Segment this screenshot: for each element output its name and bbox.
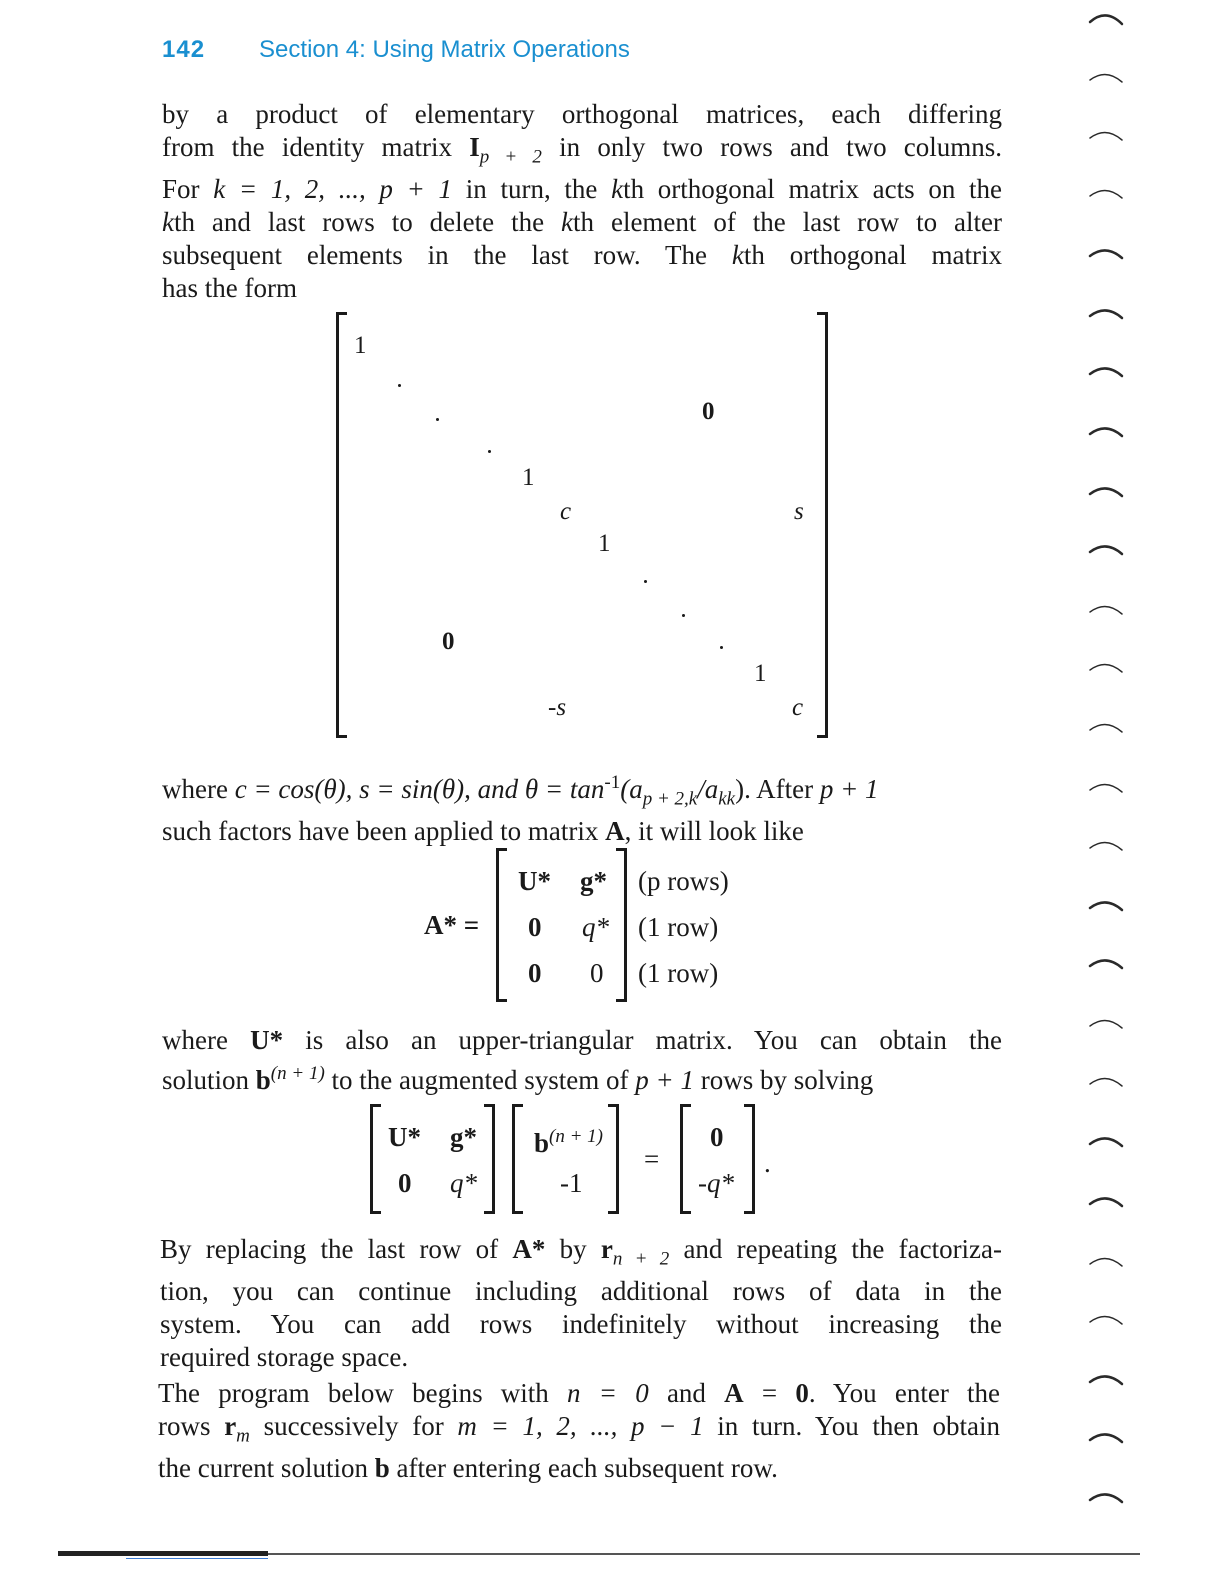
binding-loop [1090,488,1122,496]
matrix-entry: q* [582,912,609,942]
para1-line: has the form [162,273,297,304]
para1-line: kth and last rows to delete the kth element of the last row to alter [162,207,1003,238]
para1-line: from the identity matrix $I_{p + 2}$ in only two rows and two columns. [162,132,1003,168]
para1-line: subsequent elements in the last row. The kth orthogonal matrix [162,240,1003,271]
binding-loop [1090,15,1122,24]
binding-loop [1090,546,1122,554]
diagonal-dot [682,614,685,617]
left-bracket [336,312,347,738]
period: . [764,1148,771,1178]
right-bracket [608,1104,619,1214]
para2-line: such factors have been applied to matrix A, it will look like [162,816,804,847]
matrix-entry: q* [450,1168,477,1198]
vector-entry: $b^{(n + 1)}$ [534,1126,604,1158]
matrix-entry: g* [580,866,607,896]
matrix-entry: -s [548,694,567,721]
binding-loop [1090,724,1122,732]
paragraph-2 [162,766,1002,848]
left-bracket [370,1104,381,1214]
matrix-entry: 1 [754,660,767,687]
matrix-entry: c [560,498,572,525]
footer-rule-accent [58,1551,268,1556]
binding-loop [1090,1138,1122,1146]
vector-entry: 0 [710,1122,724,1152]
row-label: (p rows) [638,866,729,896]
binding-loop [1090,250,1122,258]
row-label: (1 row) [638,912,719,942]
matrix-entry: 1 [598,530,611,557]
paragraph-4 [160,1233,1002,1374]
binding-loop [1090,1434,1122,1442]
matrix-entry: 0 [528,912,542,942]
para5-line: The program below begins with n = 0 and A = 0. You enter the [158,1378,1001,1408]
binding-loop [1090,132,1122,140]
binding-loop [1090,310,1122,318]
binding-loop [1090,960,1122,968]
binding-loop [1090,190,1122,198]
binding-loop [1090,1198,1122,1206]
matrix-entry: U* [388,1122,421,1152]
matrix-entry: c [792,694,804,721]
diagonal-dot [720,646,723,649]
matrix-entry: 0 [528,958,542,988]
binding-loop [1090,1494,1122,1502]
binding-loop [1090,1020,1122,1028]
right-bracket [616,848,627,1002]
binding-loop [1090,368,1122,376]
matrix-entry: g* [450,1122,477,1152]
vector-entry: -1 [560,1168,583,1198]
binding-loop [1090,1258,1122,1266]
matrix-entry: U* [518,866,551,896]
astar-matrix [424,848,764,1004]
matrix-entry: 1 [522,464,535,491]
para5-line: the current solution b after entering each subsequent row. [158,1453,778,1484]
matrix-entry: 0 [442,628,455,655]
paragraph-5 [158,1377,1000,1485]
row-label: (1 row) [638,958,719,988]
left-bracket [496,848,507,1002]
section-title: Section 4: Using Matrix Operations [259,36,630,63]
augmented-system [368,1104,788,1220]
matrix-entry: s [794,498,804,525]
para5-line: rows $r_m$ successively for m = 1, 2, ..., p − 1 in turn. You then obtain [158,1411,1001,1447]
matrix-entry: 1 [354,332,367,359]
binding-loop [1090,428,1122,436]
matrix-entry: 0 [590,958,604,988]
binding-loop [1090,664,1122,672]
left-bracket [512,1104,523,1214]
astar-lhs: A* = [424,910,480,940]
para1-line: For k = 1, 2, ..., p + 1 in turn, the kth orthogonal matrix acts on the [162,174,1003,205]
binding-loop [1090,902,1122,910]
para4-line: By replacing the last row of A* by $r_{n + 2}$ and repeating the factoriza- [160,1234,1003,1270]
binding-loop [1090,606,1122,614]
right-bracket [744,1104,755,1214]
binding-loop [1090,784,1122,792]
paragraph-1 [162,98,1002,305]
binding-loop [1090,74,1122,82]
para4-line: required storage space. [160,1342,409,1373]
diagonal-dot [436,418,439,421]
orthogonal-matrix [336,312,828,738]
diagonal-dot [398,384,401,387]
vector-entry: -q* [698,1168,734,1198]
binding-loop [1090,1316,1122,1324]
matrix-entry: 0 [398,1168,412,1198]
spiral-binding [1078,0,1138,1584]
equals-sign: = [644,1144,660,1174]
para4-line: tion, you can continue including additional rows of data in the [160,1276,1002,1307]
para2-line: where c = cos(θ), s = sin(θ), and $\theta = \tan^{-1}(a_{p + 2,k}/a_{kk})$. After p + 1 [162,772,879,810]
paragraph-3 [162,1024,1002,1097]
left-bracket [680,1104,691,1214]
para3-line: solution $b^{(n + 1)}$ to the augmented system of p + 1 rows by solving [162,1063,874,1095]
diagonal-dot [644,580,647,583]
binding-loop [1090,1376,1122,1384]
para1-line: by a product of elementary orthogonal matrices, each differing [162,99,1002,129]
para4-line: system. You can add rows indefinitely without increasing the [160,1309,1002,1340]
right-bracket [817,312,828,738]
matrix-entry: 0 [702,398,715,425]
page-header [162,36,630,64]
page-number: 142 [162,36,206,63]
footer-rule-blue [126,1558,268,1559]
binding-loop [1090,842,1122,850]
diagonal-dot [488,450,491,453]
right-bracket [484,1104,495,1214]
para3-line: where U* is also an upper-triangular matrix. You can obtain the [162,1025,1002,1055]
binding-loop [1090,1078,1122,1086]
